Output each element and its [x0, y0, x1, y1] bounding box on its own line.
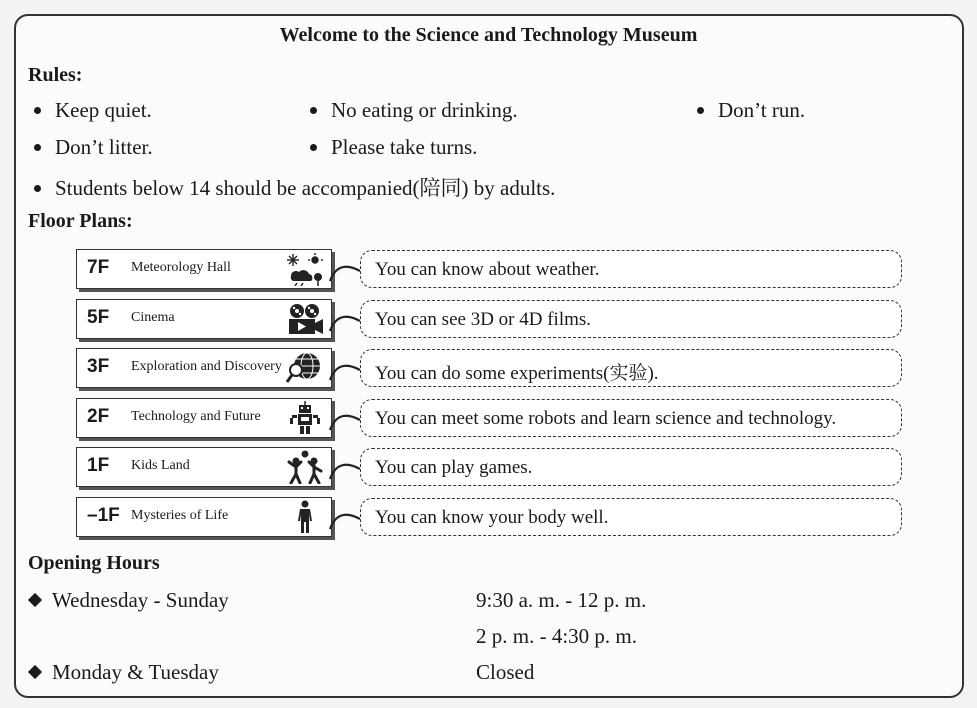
kids-playing-icon [285, 450, 325, 484]
page-title: Welcome to the Science and Technology Museum [279, 24, 698, 46]
floor-description-bubble [360, 448, 902, 486]
floor-label-box [76, 299, 332, 339]
floor-description: You can see 3D or 4D films. [375, 309, 592, 330]
robot-icon [285, 401, 325, 435]
weather-icon [285, 252, 325, 286]
bullet-icon [697, 107, 704, 114]
floor-number: 5F [87, 307, 110, 328]
floor-description: You can know your body well. [375, 507, 609, 528]
floor-label-box [76, 348, 332, 388]
floor-row-2f [76, 398, 902, 438]
floor-description: You can do some experiments(实验). [375, 363, 659, 384]
rule-item: Don’t litter. [34, 135, 153, 160]
floor-row-7f [76, 249, 902, 289]
rule-item: Please take turns. [310, 135, 477, 160]
floor-name: Mysteries of Life [131, 508, 229, 523]
bullet-icon [34, 144, 41, 151]
floor-description-bubble [360, 399, 902, 437]
film-camera-icon [285, 302, 325, 336]
floor-description-bubble [360, 349, 902, 387]
rule-item: Don’t run. [697, 98, 805, 123]
floor-label-box [76, 398, 332, 438]
rule-item: Keep quiet. [34, 98, 152, 123]
floor-description: You can play games. [375, 457, 533, 478]
floor-name: Exploration and Discovery [131, 359, 282, 374]
floor-description-bubble [360, 300, 902, 338]
bullet-icon [34, 185, 41, 192]
floor-number: –1F [87, 505, 120, 526]
floor-number: 1F [87, 455, 110, 476]
rules-heading: Rules: [28, 64, 83, 86]
floor-name: Kids Land [131, 458, 190, 473]
diamond-bullet-icon [28, 665, 42, 679]
floor-plans-heading: Floor Plans: [28, 210, 133, 232]
opening-days: Wednesday - Sunday [30, 588, 229, 613]
opening-days: Monday & Tuesday [30, 660, 219, 685]
floor-description-bubble [360, 498, 902, 536]
floor-name: Technology and Future [131, 409, 261, 424]
floor-row-1f [76, 447, 902, 487]
bullet-icon [310, 107, 317, 114]
floor-description: You can meet some robots and learn science and technology. [375, 408, 837, 429]
opening-hours-heading: Opening Hours [28, 552, 160, 574]
floor-number: 2F [87, 406, 110, 427]
floor-label-box [76, 447, 332, 487]
floor-name: Cinema [131, 310, 175, 325]
human-body-icon [285, 500, 325, 534]
globe-magnifier-icon [285, 351, 325, 385]
floor-number: 3F [87, 356, 110, 377]
opening-time: 2 p. m. - 4:30 p. m. [476, 624, 637, 648]
floor-description-bubble [360, 250, 902, 288]
floor-number: 7F [87, 257, 110, 278]
bullet-icon [310, 144, 317, 151]
connector-arc [328, 307, 362, 333]
connector-arc [328, 257, 362, 283]
floor-label-box [76, 249, 332, 289]
diamond-bullet-icon [28, 593, 42, 607]
opening-time: Closed [476, 660, 535, 684]
opening-time: 9:30 a. m. - 12 p. m. [476, 588, 647, 612]
connector-arc [328, 356, 362, 382]
connector-arc [328, 505, 362, 531]
floor-description: You can know about weather. [375, 259, 600, 280]
connector-arc [328, 406, 362, 432]
bullet-icon [34, 107, 41, 114]
rule-item: Students below 14 should be accompanied(陪同) by adults. [34, 172, 555, 202]
floor-label-box [76, 497, 332, 537]
floor-row-3f [76, 348, 902, 388]
floor-row-b1 [76, 497, 902, 537]
connector-arc [328, 455, 362, 481]
floor-name: Meteorology Hall [131, 260, 231, 275]
floor-row-5f [76, 299, 902, 339]
rule-item: No eating or drinking. [310, 98, 518, 123]
